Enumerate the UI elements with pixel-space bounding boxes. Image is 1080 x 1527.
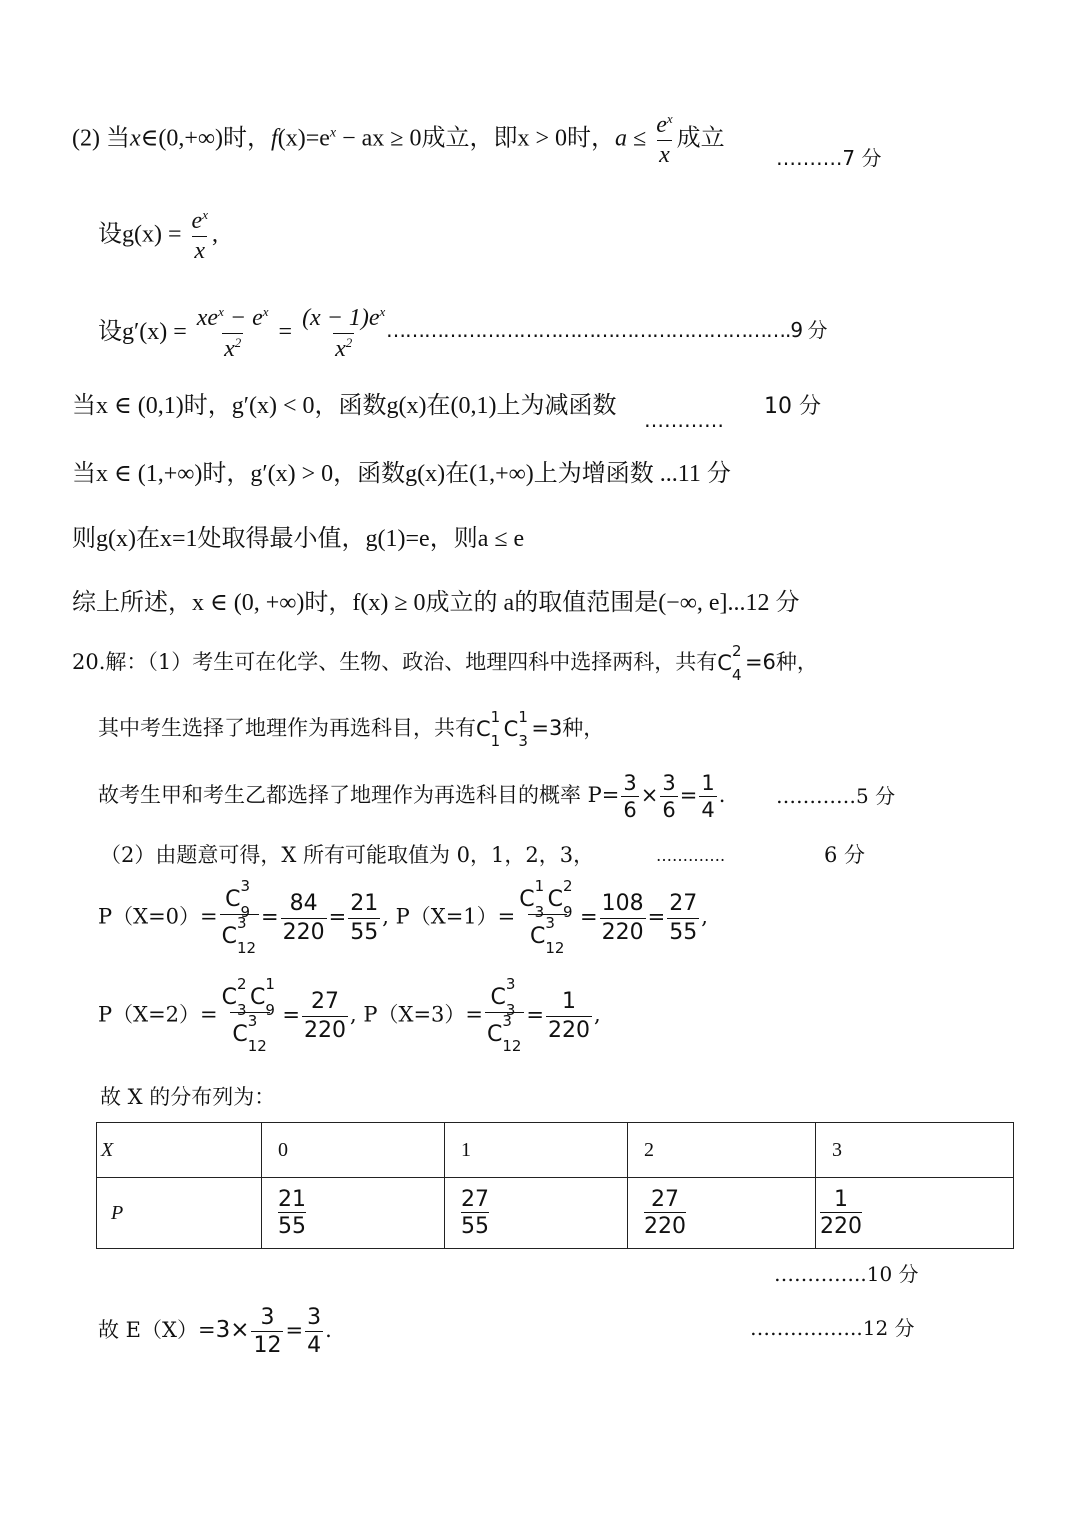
q20-line4: （2）由题意可得，X 所有可能取值为 0，1，2，3， [100,843,595,867]
part2-line5: 当x ∈ (1,+∞)时，g′(x) > 0，函数g(x)在(1,+∞)上为增函数 ...11 分 [72,461,731,487]
part2-line3-score: ……………………………………………………….9 分 [386,318,827,342]
table-cell: $\frac{21}{55}$ [262,1178,445,1249]
prob-row-1: P（X=0）= C 3 9 C 3 12 = $\frac{84}{220}$ = $\frac{21}{55}$ , P（X=1）= C 1 3 C 2 9 C 3 12 = $\frac{108}{220}$ = $\frac{27}{55}$ , [98,877,708,958]
part2-line7: 综上所述，x ∈ (0, +∞)时，f(x) ≥ 0成立的 a的取值范围是(−∞, e]...12 分 [72,590,800,616]
part2-line1-score: ……….7 分 [776,146,882,170]
part2-line3-fraction2: $\frac{(x - 1)e^x}{x^2}$ [302,304,386,363]
table-row [97,1178,1014,1249]
table-cell: 3 [816,1123,1014,1178]
q20-line1: 20.解：（1）考生可在化学、生物、政治、地理四科中选择两科，共有C 2 4 =6种， [72,642,818,684]
part2-line1-head: (2) 当 [72,125,130,152]
q20-line4-dots: …………. [656,846,726,865]
q20-line2: 其中考生选择了地理作为再选科目，共有C 1 1 C 1 3 =3种， [98,708,605,750]
part2-line1-fraction: $\frac{e^x}{x}$ [656,111,673,169]
combination-c-4-2: C 2 4 [717,642,742,684]
table-cell: $\frac{27}{220}$ [628,1178,816,1249]
table-cell: 2 [628,1123,816,1178]
table-header-x: X [97,1123,262,1178]
q20-line4-score: 6 分 [824,843,866,867]
prob-row-2: P（X=2）= C 2 3 C 1 9 C 3 12 = $\frac{27}{220}$ , P（X=3）= C 3 3 C 3 12 = $\frac{1}{220}$ , [98,975,601,1056]
part2-line1: (2) 当x∈(0,+∞)时，$f(x)=e^x$ − ax ≥ 0成立，即x > 0时，a ≤ $\frac{e^x}{x}$ 成立 [72,111,725,169]
q20-line3-score: …………5 分 [776,784,896,808]
combination-c-1-1: C 1 1 [476,708,501,750]
expectation-score: ……………..12 分 [750,1316,915,1340]
table-cell: $\frac{1}{220}$ [816,1178,1014,1249]
distribution-table [96,1122,1014,1249]
part2-line2: 设g(x) = $\frac{e^x}{x}$ , [98,207,218,265]
part2-line4-score: 10 分 [764,394,821,419]
combination-c-3-1: C 1 3 [503,708,528,750]
table-score: …………..10 分 [774,1262,919,1286]
part2-line6: 则g(x)在x=1处取得最小值，g(1)=e，则a ≤ e [72,526,525,552]
part2-line4: 当x ∈ (0,1)时，g′(x) < 0，函数g(x)在(0,1)上为减函数 [72,393,617,419]
table-cell: 0 [262,1123,445,1178]
table-header-p: P [97,1178,262,1249]
part2-line2-fraction: $\frac{e^x}{x}$ [191,207,208,265]
distribution-intro: 故 X 的分布列为： [100,1085,276,1109]
expectation-line: 故 E（X）=3× $\frac{3}{12}$ = $\frac{3}{4}$ . [98,1305,332,1359]
table-row [97,1123,1014,1178]
table-cell: $\frac{27}{55}$ [445,1178,628,1249]
q20-line3: 故考生甲和考生乙都选择了地理作为再选科目的概率 P= $\frac{3}{6}$ × $\frac{3}{6}$ = $\frac{1}{4}$ . [98,771,726,823]
part2-line3-fraction1: $xe^x - e^x$ $x^2$ [196,304,269,363]
part2-line4-dots: ………… [644,408,724,432]
part2-line3: 设g′(x) = $xe^x - e^x$ $x^2$ = $\frac{(x - 1)e^x}{x^2}$ [98,304,386,363]
table-cell: 1 [445,1123,628,1178]
